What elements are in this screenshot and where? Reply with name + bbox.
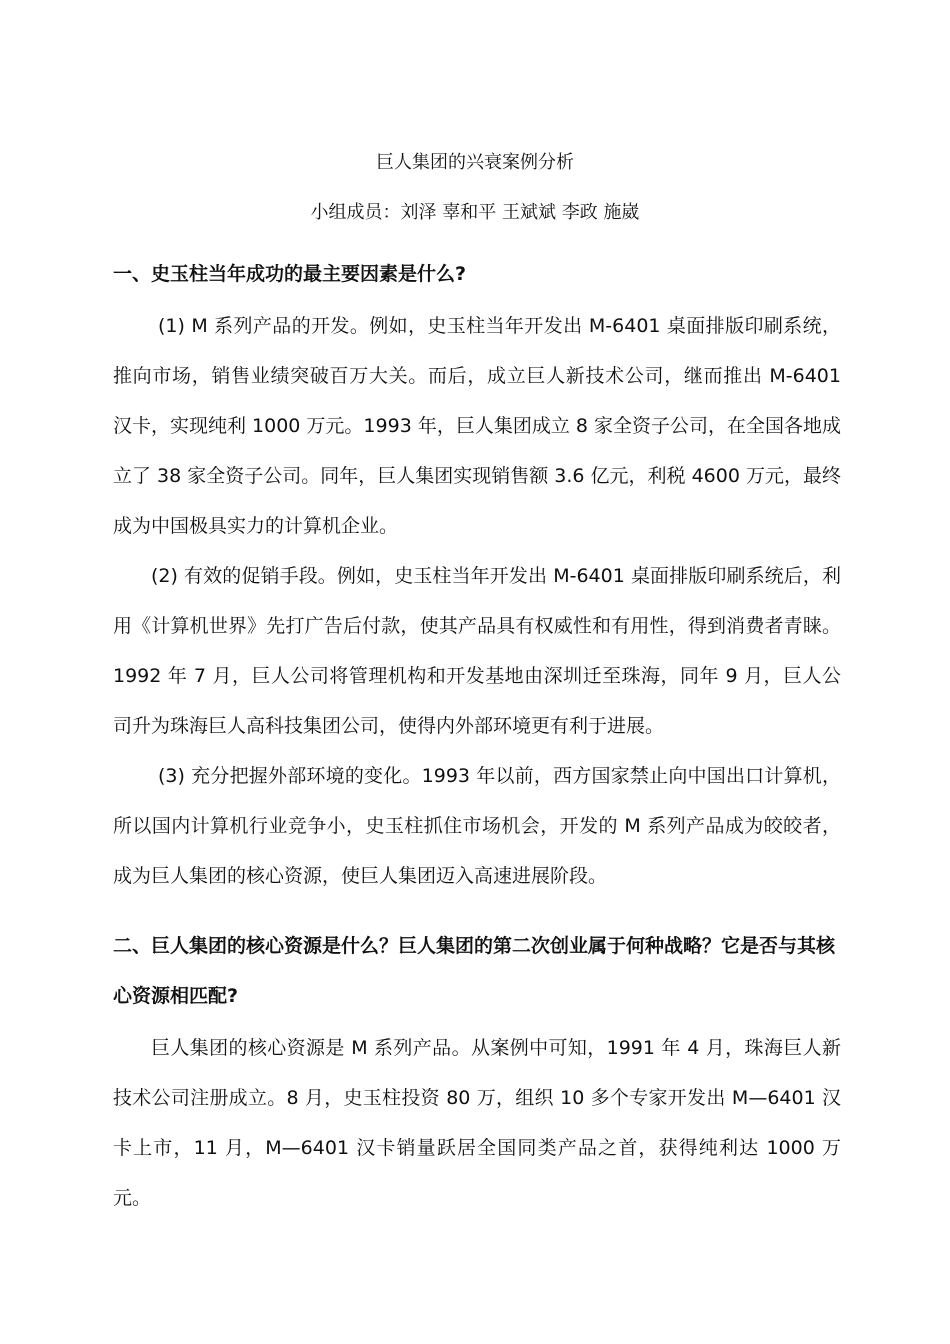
section-heading-2: 二、巨人集团的核心资源是什么？巨人集团的第二次创业属于何种战略？它是否与其核心资源相匹配? (113, 935, 836, 1007)
paragraph: (1) M 系列产品的开发。例如，史玉柱当年开发出 M-6401 桌面排版印刷系统，推向市场，销售业绩突破百万大关。而后，成立巨人新技术公司，继而推出 M-6401 汉卡，实现纯利 1000 万元。1993 年，巨人集团成立 8 家全资子公司，在全国各地成立了 38 家全资子公司。同年，巨人集团实现销售额 3.6 亿元，利税 4600 万元，最终成为中国极具实力的计算机企业。 (113, 315, 841, 537)
document-title: 巨人集团的兴衰案例分析 (376, 152, 574, 173)
paragraph: (3) 充分把握外部环境的变化。1993 年以前，西方国家禁止向中国出口计算机，所以国内计算机行业竞争小，史玉柱抓住市场机会，开发的 M 系列产品成为皎皎者，成为巨人集团的核心资源，使巨人集团迈入高速进展阶段。 (113, 765, 841, 887)
paragraph: 巨人集团的核心资源是 M 系列产品。从案例中可知，1991 年 4 月，珠海巨人新技术公司注册成立。8 月，史玉柱投资 80 万，组织 10 多个专家开发出 M—6401 汉卡上市，11 月，M—6401 汉卡销量跃居全国同类产品之首，获得纯利达 1000 万元。 (113, 1037, 841, 1209)
paragraph: (2) 有效的促销手段。例如，史玉柱当年开发出 M-6401 桌面排版印刷系统后，利用《计算机世界》先打广告后付款，使其产品具有权威性和有用性，得到消费者青睐。1992 年 7 月，巨人公司将管理机构和开发基地由深圳迁至珠海，同年 9 月，巨人公司升为珠海巨人高科技集团公司，使得内外部环境更有利于进展。 (113, 565, 841, 737)
group-members: 小组成员：刘泽 辜和平 王斌斌 李政 施崴 (310, 202, 640, 223)
section-heading-1: 一、史玉柱当年成功的最主要因素是什么? (113, 263, 467, 285)
